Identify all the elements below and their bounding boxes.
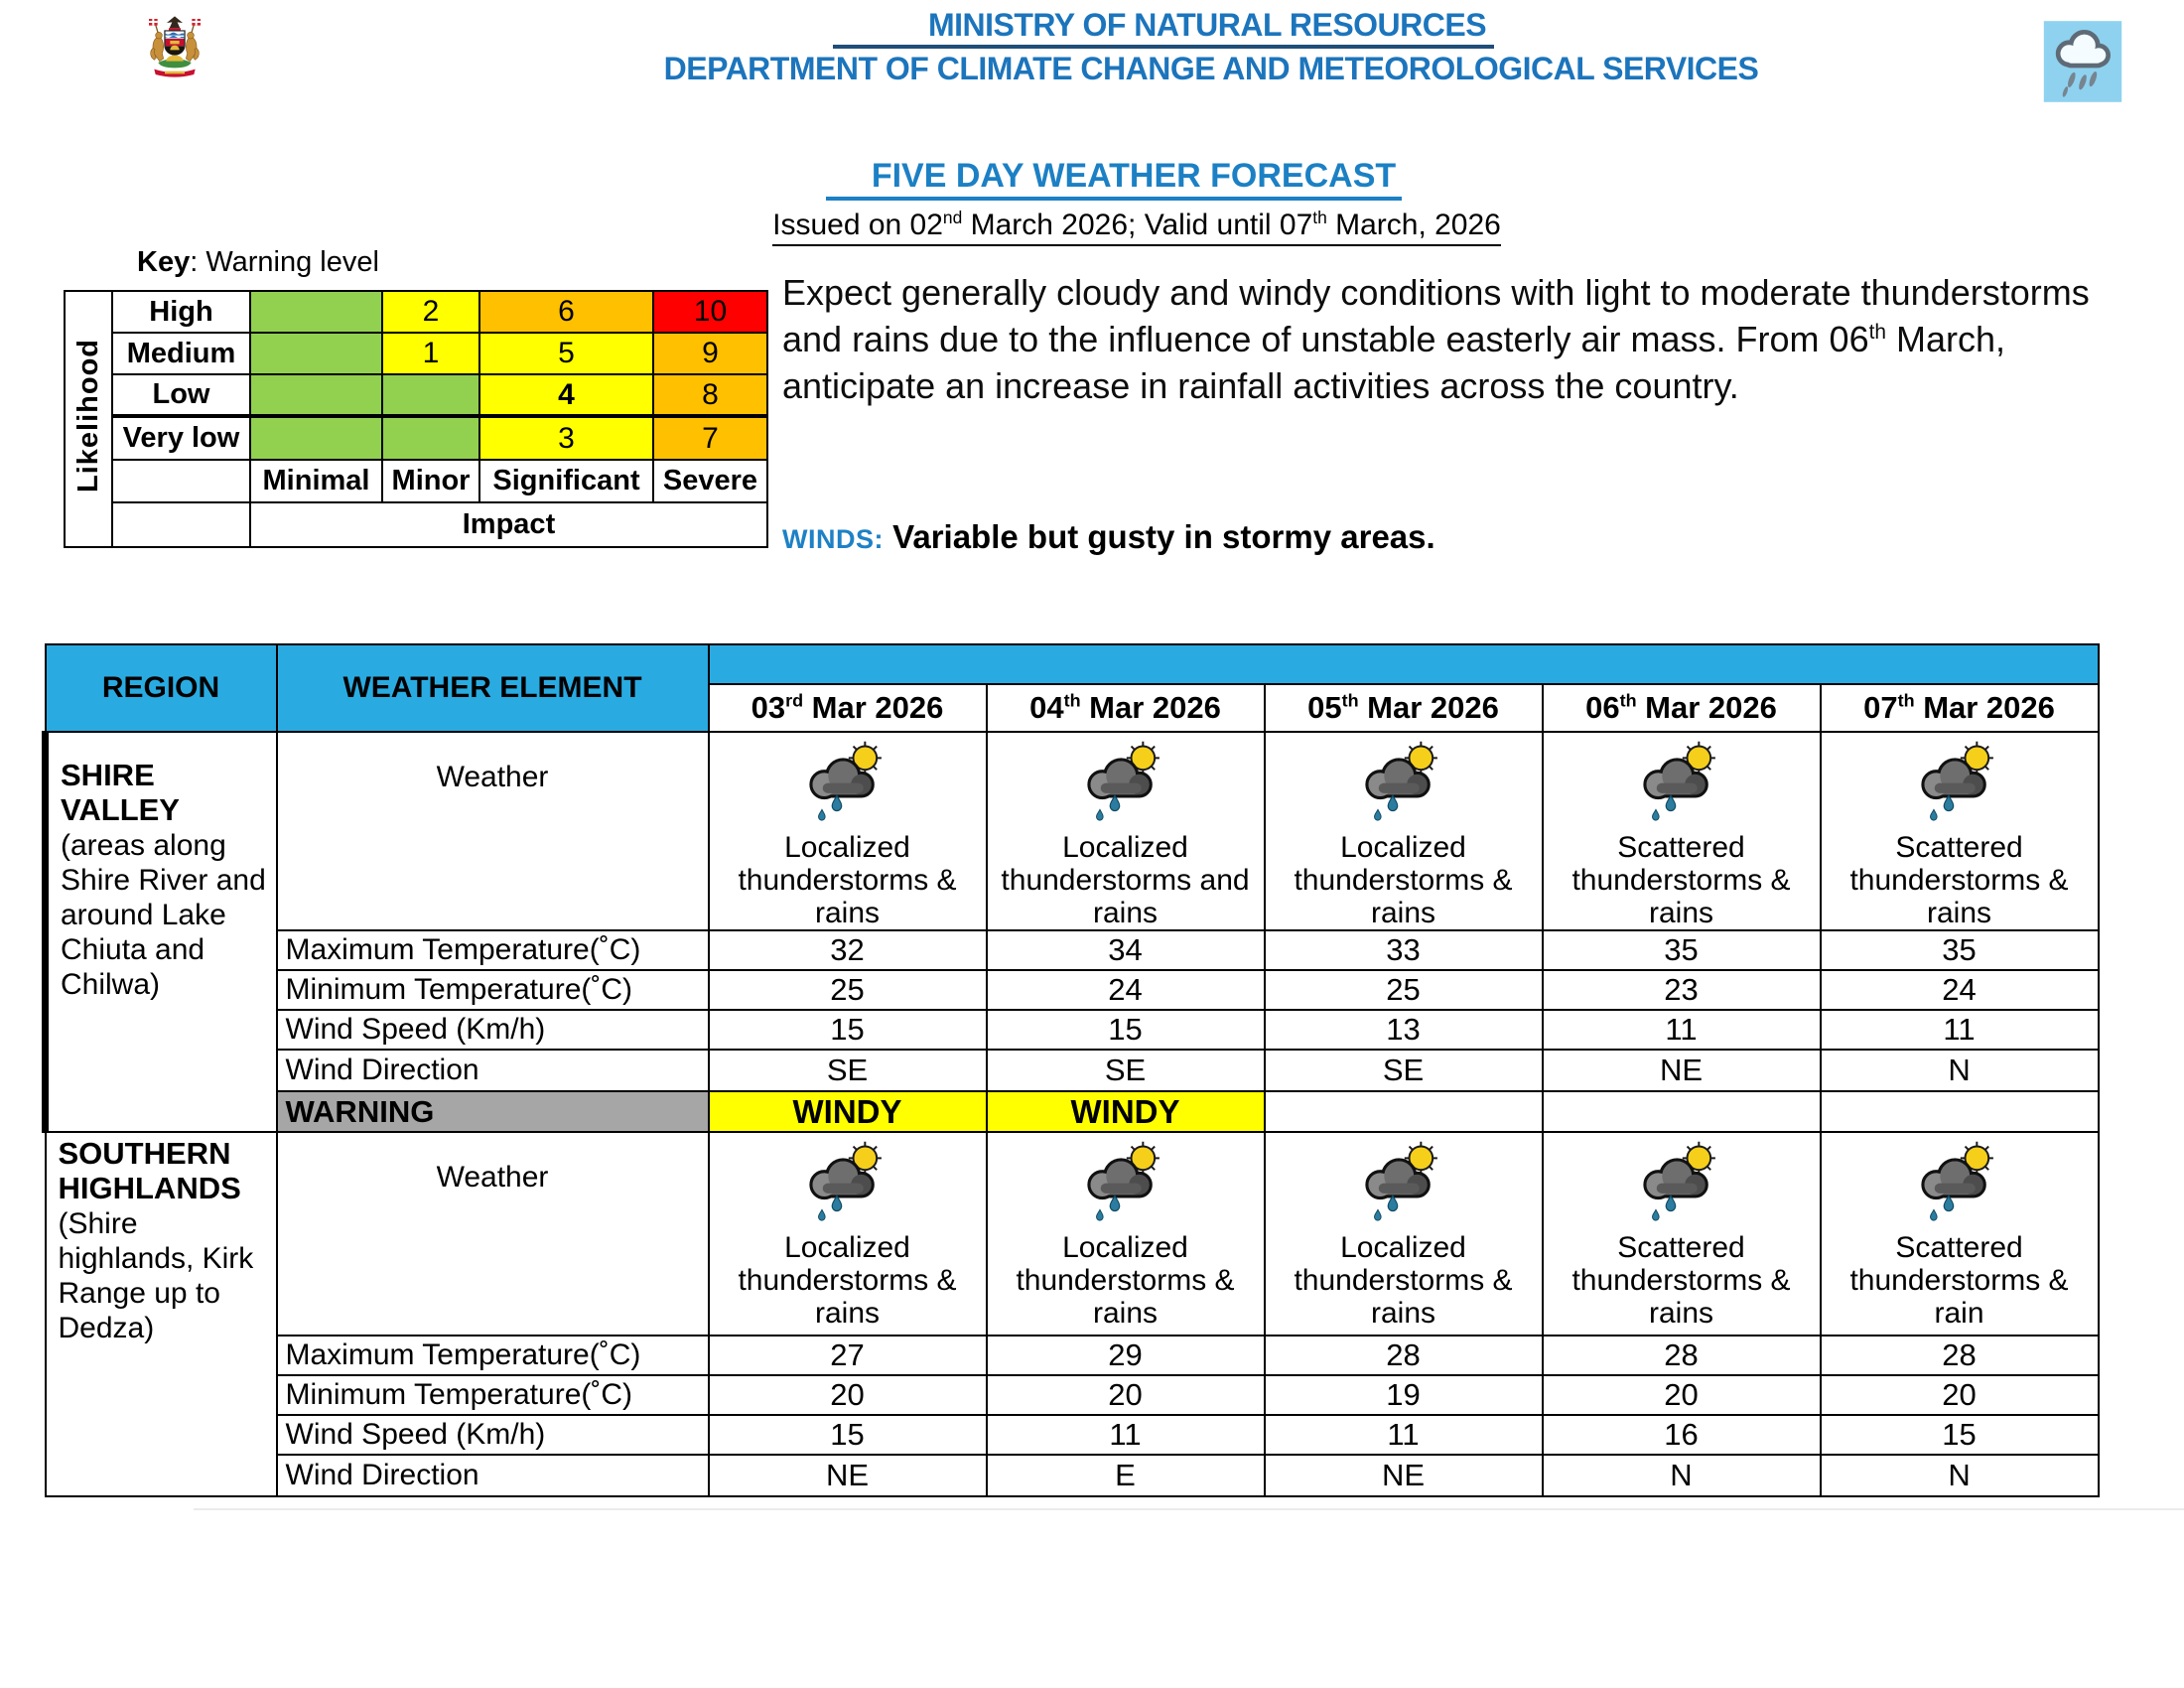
key-cell xyxy=(382,416,479,460)
wind-speed-value: 13 xyxy=(1265,1010,1543,1050)
row-label-weather: Weather xyxy=(277,1132,709,1336)
wind-speed-value: 15 xyxy=(709,1415,987,1455)
weather-cell xyxy=(709,732,987,930)
key-row-label: Very low xyxy=(112,416,250,460)
wind-speed-value: 15 xyxy=(1821,1415,2099,1455)
title-block xyxy=(0,157,2184,246)
key-empty-cell xyxy=(112,460,250,502)
impact-col-label: Minor xyxy=(382,460,479,502)
weather-element-column-header: WEATHER ELEMENT xyxy=(277,644,709,732)
wind-direction-value: E xyxy=(987,1455,1265,1496)
weather-description: Localized thunderstorms & rains xyxy=(738,831,957,929)
key-cell: 3 xyxy=(479,416,653,460)
forecast-summary: Expect generally cloudy and windy conditions with light to moderate thunderstorms and rains due to the influence of unstable easterly air mass. From 06th March, anticipate an increase in rainfall activities across the country. xyxy=(782,272,2090,406)
max-temp-value: 28 xyxy=(1821,1336,2099,1375)
warning-key-heading: Key: Warning level xyxy=(137,246,379,278)
max-temp-value: 28 xyxy=(1543,1336,1821,1375)
max-temp-value: 28 xyxy=(1265,1336,1543,1375)
row-label-min-temp: Minimum Temperature(˚C) xyxy=(277,970,709,1010)
weather-description: Scattered thunderstorms & rains xyxy=(1571,1231,1791,1330)
weather-description: Localized thunderstorms & rains xyxy=(1294,1231,1513,1330)
weather-cell xyxy=(1821,732,2099,930)
wind-speed-value: 16 xyxy=(1543,1415,1821,1455)
key-row-label: Medium xyxy=(112,333,250,374)
min-temp-value: 25 xyxy=(709,970,987,1010)
wind-direction-value: NE xyxy=(1543,1050,1821,1091)
min-temp-value: 20 xyxy=(987,1375,1265,1415)
max-temp-value: 35 xyxy=(1543,930,1821,970)
row-label-wind-speed: Wind Speed (Km/h) xyxy=(277,1415,709,1455)
weather-cell xyxy=(1543,732,1821,930)
impact-col-label: Minimal xyxy=(250,460,382,502)
row-label-max-temp: Maximum Temperature(˚C) xyxy=(277,930,709,970)
region-description: (areas along Shire River and around Lake Chiuta and Chilwa) xyxy=(61,829,266,1001)
min-temp-value: 23 xyxy=(1543,970,1821,1010)
weather-cell xyxy=(987,732,1265,930)
weather-cell xyxy=(987,1132,1265,1336)
max-temp-value: 27 xyxy=(709,1336,987,1375)
min-temp-value: 25 xyxy=(1265,970,1543,1010)
max-temp-value: 32 xyxy=(709,930,987,970)
sun-rain-cloud-icon xyxy=(1634,1141,1729,1222)
wind-speed-value: 11 xyxy=(1543,1010,1821,1050)
key-row-label: High xyxy=(112,291,250,333)
wind-direction-value: N xyxy=(1543,1455,1821,1496)
row-label-wind-direction: Wind Direction xyxy=(277,1455,709,1496)
key-cell xyxy=(250,291,382,333)
region-cell-southern-highlands xyxy=(46,1132,277,1496)
sun-rain-cloud-icon xyxy=(1078,741,1173,822)
max-temp-value: 35 xyxy=(1821,930,2099,970)
key-cell: 7 xyxy=(653,416,767,460)
date-header: 03rd Mar 2026 xyxy=(709,684,987,732)
sun-rain-cloud-icon xyxy=(1078,1141,1173,1222)
min-temp-value: 24 xyxy=(987,970,1265,1010)
region-description: (Shire highlands, Kirk Range up to Dedza) xyxy=(58,1207,254,1344)
key-cell xyxy=(250,374,382,416)
warning-key-table xyxy=(64,290,768,548)
warning-value xyxy=(1265,1091,1543,1132)
impact-axis-label: Impact xyxy=(250,502,767,547)
row-label-wind-direction: Wind Direction xyxy=(277,1050,709,1091)
issued-line: Issued on 02nd March 2026; Valid until 07th March, 2026 xyxy=(89,209,2184,246)
max-temp-value: 29 xyxy=(987,1336,1265,1375)
wind-direction-value: SE xyxy=(709,1050,987,1091)
weather-description: Scattered thunderstorms & rains xyxy=(1849,831,2069,929)
sun-rain-cloud-icon xyxy=(1912,1141,2007,1222)
weather-cell xyxy=(1543,1132,1821,1336)
row-label-max-temp: Maximum Temperature(˚C) xyxy=(277,1336,709,1375)
weather-cell xyxy=(1265,1132,1543,1336)
weather-description: Localized thunderstorms and rains xyxy=(1001,831,1250,929)
likelihood-axis-label: Likelihood xyxy=(65,291,112,547)
wind-speed-value: 15 xyxy=(709,1010,987,1050)
sun-rain-cloud-icon xyxy=(1356,1141,1451,1222)
warning-value xyxy=(1543,1091,1821,1132)
wind-speed-value: 11 xyxy=(987,1415,1265,1455)
region-name: SOUTHERN HIGHLANDS xyxy=(58,1136,241,1205)
document-header xyxy=(0,6,2184,88)
wind-direction-value: N xyxy=(1821,1455,2099,1496)
key-row-label: Low xyxy=(112,374,250,416)
row-label-warning: WARNING xyxy=(277,1091,709,1132)
weather-cell xyxy=(1821,1132,2099,1336)
winds-text: Variable but gusty in stormy areas. xyxy=(883,518,1435,555)
key-cell: 9 xyxy=(653,333,767,374)
weather-description: Localized thunderstorms & rains xyxy=(1294,831,1513,929)
key-cell: 8 xyxy=(653,374,767,416)
key-cell: 5 xyxy=(479,333,653,374)
min-temp-value: 19 xyxy=(1265,1375,1543,1415)
key-empty-cell xyxy=(112,502,250,547)
rain-cloud-logo-icon xyxy=(2043,20,2122,103)
min-temp-value: 20 xyxy=(709,1375,987,1415)
footer-divider xyxy=(194,1508,2184,1510)
sun-rain-cloud-icon xyxy=(1356,741,1451,822)
row-label-weather: Weather xyxy=(277,732,709,930)
department-title: DEPARTMENT OF CLIMATE CHANGE AND METEOROLOGICAL SERVICES xyxy=(663,51,1759,86)
region-name: SHIRE VALLEY xyxy=(61,758,180,827)
date-header: 06th Mar 2026 xyxy=(1543,684,1821,732)
warning-value: WINDY xyxy=(987,1091,1265,1132)
min-temp-value: 20 xyxy=(1821,1375,2099,1415)
key-cell: 10 xyxy=(653,291,767,333)
sun-rain-cloud-icon xyxy=(1634,741,1729,822)
weather-description: Scattered thunderstorms & rain xyxy=(1849,1231,2069,1330)
date-header: 05th Mar 2026 xyxy=(1265,684,1543,732)
weather-description: Localized thunderstorms & rains xyxy=(1016,1231,1235,1330)
warning-value: WINDY xyxy=(709,1091,987,1132)
max-temp-value: 34 xyxy=(987,930,1265,970)
weather-cell xyxy=(709,1132,987,1336)
impact-col-label: Significant xyxy=(479,460,653,502)
forecast-title: FIVE DAY WEATHER FORECAST xyxy=(89,157,2184,201)
date-header: 04th Mar 2026 xyxy=(987,684,1265,732)
date-header: 07th Mar 2026 xyxy=(1821,684,2099,732)
weather-description: Scattered thunderstorms & rains xyxy=(1571,831,1791,929)
warning-value xyxy=(1821,1091,2099,1132)
winds-line xyxy=(782,518,1435,556)
wind-direction-value: NE xyxy=(709,1455,987,1496)
min-temp-value: 24 xyxy=(1821,970,2099,1010)
ministry-title: MINISTRY OF NATURAL RESOURCES xyxy=(238,6,2184,49)
region-column-header: REGION xyxy=(46,644,277,732)
weather-description: Localized thunderstorms & rains xyxy=(738,1231,957,1330)
wind-speed-value: 11 xyxy=(1821,1010,2099,1050)
winds-label: WINDS: xyxy=(782,524,884,554)
row-label-min-temp: Minimum Temperature(˚C) xyxy=(277,1375,709,1415)
min-temp-value: 20 xyxy=(1543,1375,1821,1415)
key-cell xyxy=(250,333,382,374)
wind-direction-value: SE xyxy=(1265,1050,1543,1091)
key-cell: 1 xyxy=(382,333,479,374)
sun-rain-cloud-icon xyxy=(800,1141,895,1222)
key-cell: 2 xyxy=(382,291,479,333)
key-cell xyxy=(250,416,382,460)
wind-direction-value: NE xyxy=(1265,1455,1543,1496)
row-label-wind-speed: Wind Speed (Km/h) xyxy=(277,1010,709,1050)
region-cell-shire-valley xyxy=(46,732,277,1132)
wind-direction-value: N xyxy=(1821,1050,2099,1091)
wind-speed-value: 11 xyxy=(1265,1415,1543,1455)
key-cell: 6 xyxy=(479,291,653,333)
wind-speed-value: 15 xyxy=(987,1010,1265,1050)
wind-direction-value: SE xyxy=(987,1050,1265,1091)
weather-cell xyxy=(1265,732,1543,930)
dates-header-band xyxy=(709,644,2099,684)
sun-rain-cloud-icon xyxy=(800,741,895,822)
sun-rain-cloud-icon xyxy=(1912,741,2007,822)
forecast-table xyxy=(42,643,2100,1497)
key-cell: 4 xyxy=(479,374,653,416)
max-temp-value: 33 xyxy=(1265,930,1543,970)
impact-col-label: Severe xyxy=(653,460,767,502)
key-cell xyxy=(382,374,479,416)
